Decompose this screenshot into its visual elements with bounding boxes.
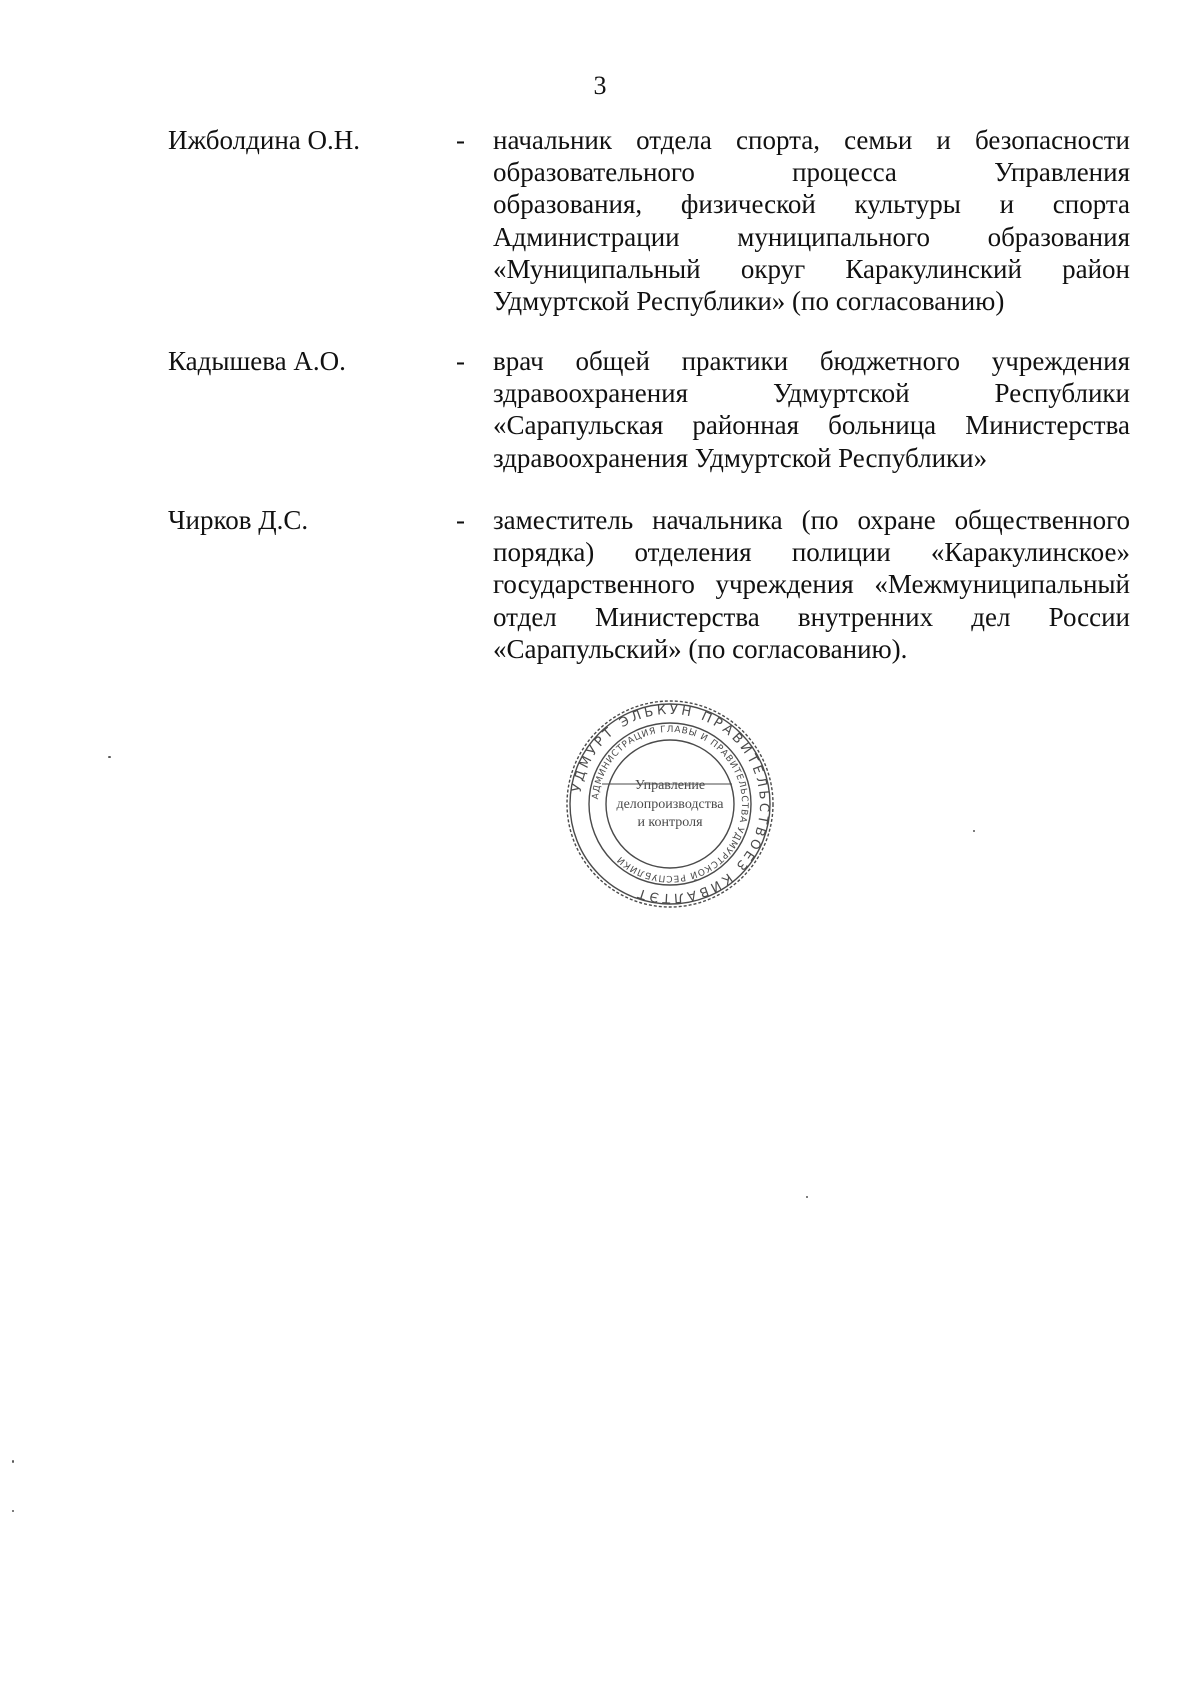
position-line: порядка) отделения полиции «Каракулинское» — [493, 537, 1130, 568]
position-line: отдел Министерства внутренних дел России — [493, 601, 1130, 632]
member-position — [493, 124, 1130, 317]
position-line: Удмуртской Республики» (по согласованию) — [493, 286, 1005, 317]
dash-separator: - — [456, 505, 465, 535]
position-line: здравоохранения Удмуртской Республики» — [493, 442, 988, 473]
member-name: Кадышева А.О. — [168, 346, 346, 376]
page-number: 3 — [593, 71, 607, 100]
position-line: заместитель начальника (по охране общественного — [493, 505, 1130, 535]
position-line: врач общей практики бюджетного учреждения — [493, 346, 1130, 376]
scan-speck — [973, 830, 975, 832]
seal-center-line: Управление — [634, 778, 706, 793]
position-line: «Сарапульский» (по согласованию). — [493, 633, 908, 664]
dash-separator: - — [456, 125, 465, 155]
official-seal-stamp — [564, 698, 776, 910]
position-line: Администрации муниципального образования — [493, 221, 1130, 252]
member-position — [493, 345, 1130, 474]
position-line: образовательного процесса Управления — [493, 157, 1130, 188]
position-line: здравоохранения Удмуртской Республики — [493, 378, 1130, 409]
seal-center-line: делопроизводства — [616, 797, 724, 812]
scan-speck — [12, 1510, 14, 1512]
seal-center-line: и контроля — [637, 815, 703, 830]
position-line: государственного учреждения «Межмуниципальный — [493, 569, 1130, 600]
member-position — [493, 504, 1130, 665]
position-line: «Сарапульская районная больница Министерства — [493, 410, 1130, 441]
seal-outer-text: УДМУРТ ЭЛЬКУН ПРАВИТЕЛЬСТВОЕЗ КИВАЛТЭТ — [569, 702, 772, 906]
seal-inner-text: АДМИНИСТРАЦИЯ ГЛАВЫ И ПРАВИТЕЛЬСТВА УДМУРТСКОЙ РЕСПУБЛИКИ — [591, 724, 750, 884]
position-line: образования, физической культуры и спорта — [493, 189, 1130, 220]
scan-speck — [806, 1196, 808, 1198]
scan-speck — [108, 756, 111, 758]
position-line: «Муниципальный округ Каракулинский район — [493, 253, 1130, 284]
member-name: Ижболдина О.Н. — [168, 125, 361, 155]
member-name: Чирков Д.С. — [168, 505, 309, 535]
scan-speck — [12, 1460, 14, 1463]
position-line: начальник отдела спорта, семьи и безопасности — [493, 125, 1130, 155]
dash-separator: - — [456, 346, 465, 376]
